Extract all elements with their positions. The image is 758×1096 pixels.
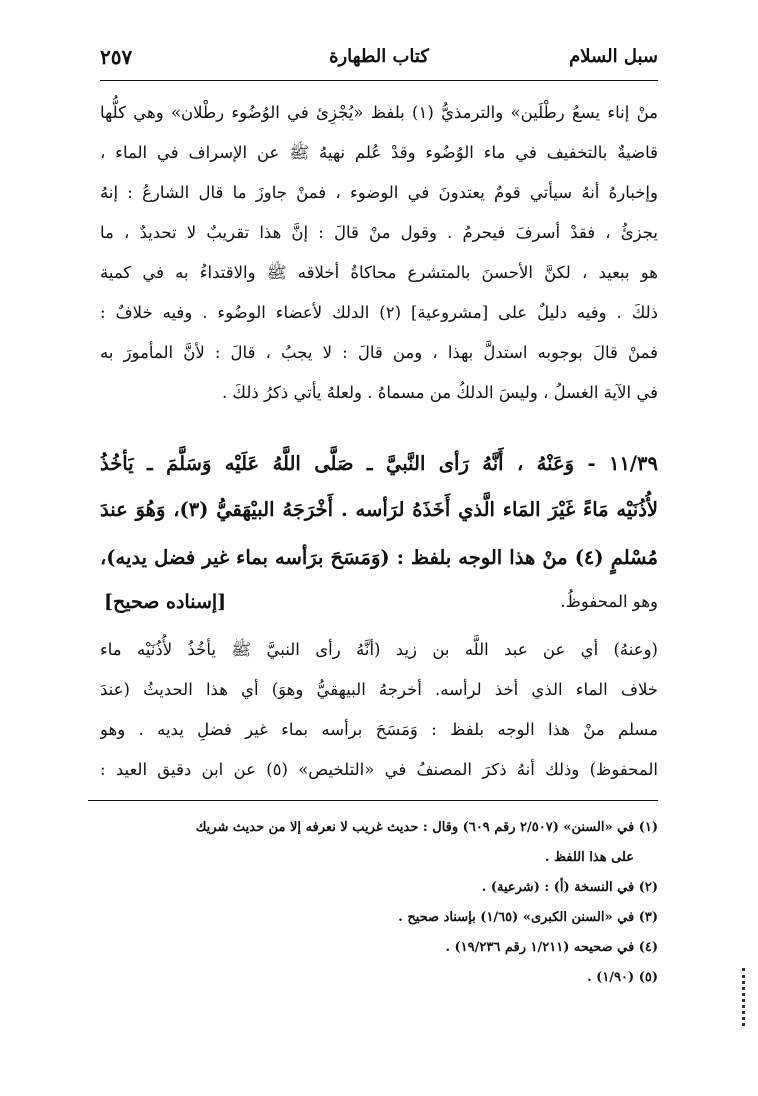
footnote: (٤) في صحيحه (١/٢١١ رقم ١٩/٢٣٦) . bbox=[445, 940, 658, 955]
hadith-line: مُسْلمٍ (٤) منْ هذا الوجه بلفظ : (وَمَسَحَ برَأسه بماء غير فضل يديه)، bbox=[100, 546, 658, 569]
footnote: (٣) في «السنن الكبرى» (١/٦٥) بإسناد صحيح . bbox=[398, 910, 658, 925]
text-line: فمنْ قالَ بوجوبه استدلَّ بهذا ، ومن قالَ : لا يجبُ ، قالَ : لأنَّ المأمورَ به bbox=[100, 343, 658, 362]
binding-edge-mark bbox=[742, 968, 755, 1026]
text-line: ذلكَ . وفيه دليلٌ على [مشروعية] (٢) الدلك لأعضاء الوضُوء . وفيه خلافٌ : bbox=[100, 303, 658, 322]
chapter-title: كتاب الطهارة bbox=[329, 46, 429, 67]
text-line: مسلم منْ هذا الوجه بلفظ : وَمَسَحَ برأسه بماء غير فضلِ يديه . وهو bbox=[100, 720, 658, 739]
header-divider bbox=[100, 80, 658, 81]
text-line: خلاف الماء الذي أخذ لرأسه. أخرجهُ البيهقيُّ وهوَ) أي هذا الحديثُ (عندَ bbox=[100, 680, 658, 699]
hadith-line: وهو المحفوظُ. bbox=[560, 592, 658, 611]
hadith-line: لأُذُنَيْه مَاءً غَيْرَ المَاء الَّذي أَخَذَهُ لرَأسه . أَخْرَجَهُ البيْهَقيُّ (٣)، وَهُوَ عندَ bbox=[100, 498, 658, 521]
footnote: (٥) (١/٩٠) . bbox=[587, 970, 658, 985]
page-header bbox=[100, 44, 658, 74]
text-line: منْ إناء يسعُ رطْلَين» والترمذيُّ (١) بلفظ «يُجْزِئ في الوُضُوء رطْلان» وهي كلُّها bbox=[100, 103, 658, 122]
text-line: المحفوظ) وذلك أنهُ ذكرَ المصنفُ في «التلخيص» (٥) عن ابن دقيق العيد : bbox=[100, 760, 658, 779]
hadith-line: ١١/٣٩ - وَعَنْهُ ، أَنَّهُ رَأى النَّبيَّ ـ صَلَّى اللَّهُ عَلَيْه وَسَلَّمَ ـ يَأخُذُ bbox=[100, 452, 658, 475]
text-line: في الآية الغسلُ ، وليسَ الدلكُ من مسماهُ . ولعلهُ يأتي ذكرُ ذلكَ . bbox=[221, 383, 658, 402]
text-line: يجزئُ ، فقدْ أسرفَ فيحرمُ . وقول منْ قالَ : إنَّ هذا تقريبٌ لا تحديدٌ ، ما bbox=[100, 223, 658, 242]
text-line: وإخبارهُ أنهُ سيأتي قومٌ يعتدونَ في الوضوء ، فمنْ جاوزَ ما قال الشارعُ : إنهُ bbox=[100, 183, 658, 202]
book-title: سبل السلام bbox=[569, 46, 658, 67]
footnote-divider bbox=[88, 800, 658, 801]
grade-label: [إسناده صحيح] bbox=[104, 591, 227, 613]
footnote: (٢) في النسخة (أ) : (شرعية) . bbox=[481, 880, 658, 895]
text-line: هو ببعيد ، لكنَّ الأحسنَ بالمتشرع محاكاةُ أخلاقه ﷺ والاقتداءُ به في كمية bbox=[100, 263, 658, 282]
footnote: (١) في «السنن» (٢/٥٠٧ رقم ٦٠٩) وقال : حديث غريب لا نعرفه إلا من حديث شريك bbox=[195, 820, 658, 835]
text-line: قاضيةٌ بالتخفيف في ماء الوُضُوء وقدْ عُلم نهيهُ ﷺ عن الإسراف في الماء ، bbox=[100, 143, 658, 162]
footnote: على هذا اللفظ . bbox=[544, 850, 634, 865]
page-number: ٢٥٧ bbox=[100, 45, 133, 69]
text-line: (وعنهُ) أي عن عبد اللَّه بن زيد (أنَّهُ رأى النبيَّ ﷺ يأخُذُ لأُذُنَيْه ماء bbox=[100, 640, 658, 659]
